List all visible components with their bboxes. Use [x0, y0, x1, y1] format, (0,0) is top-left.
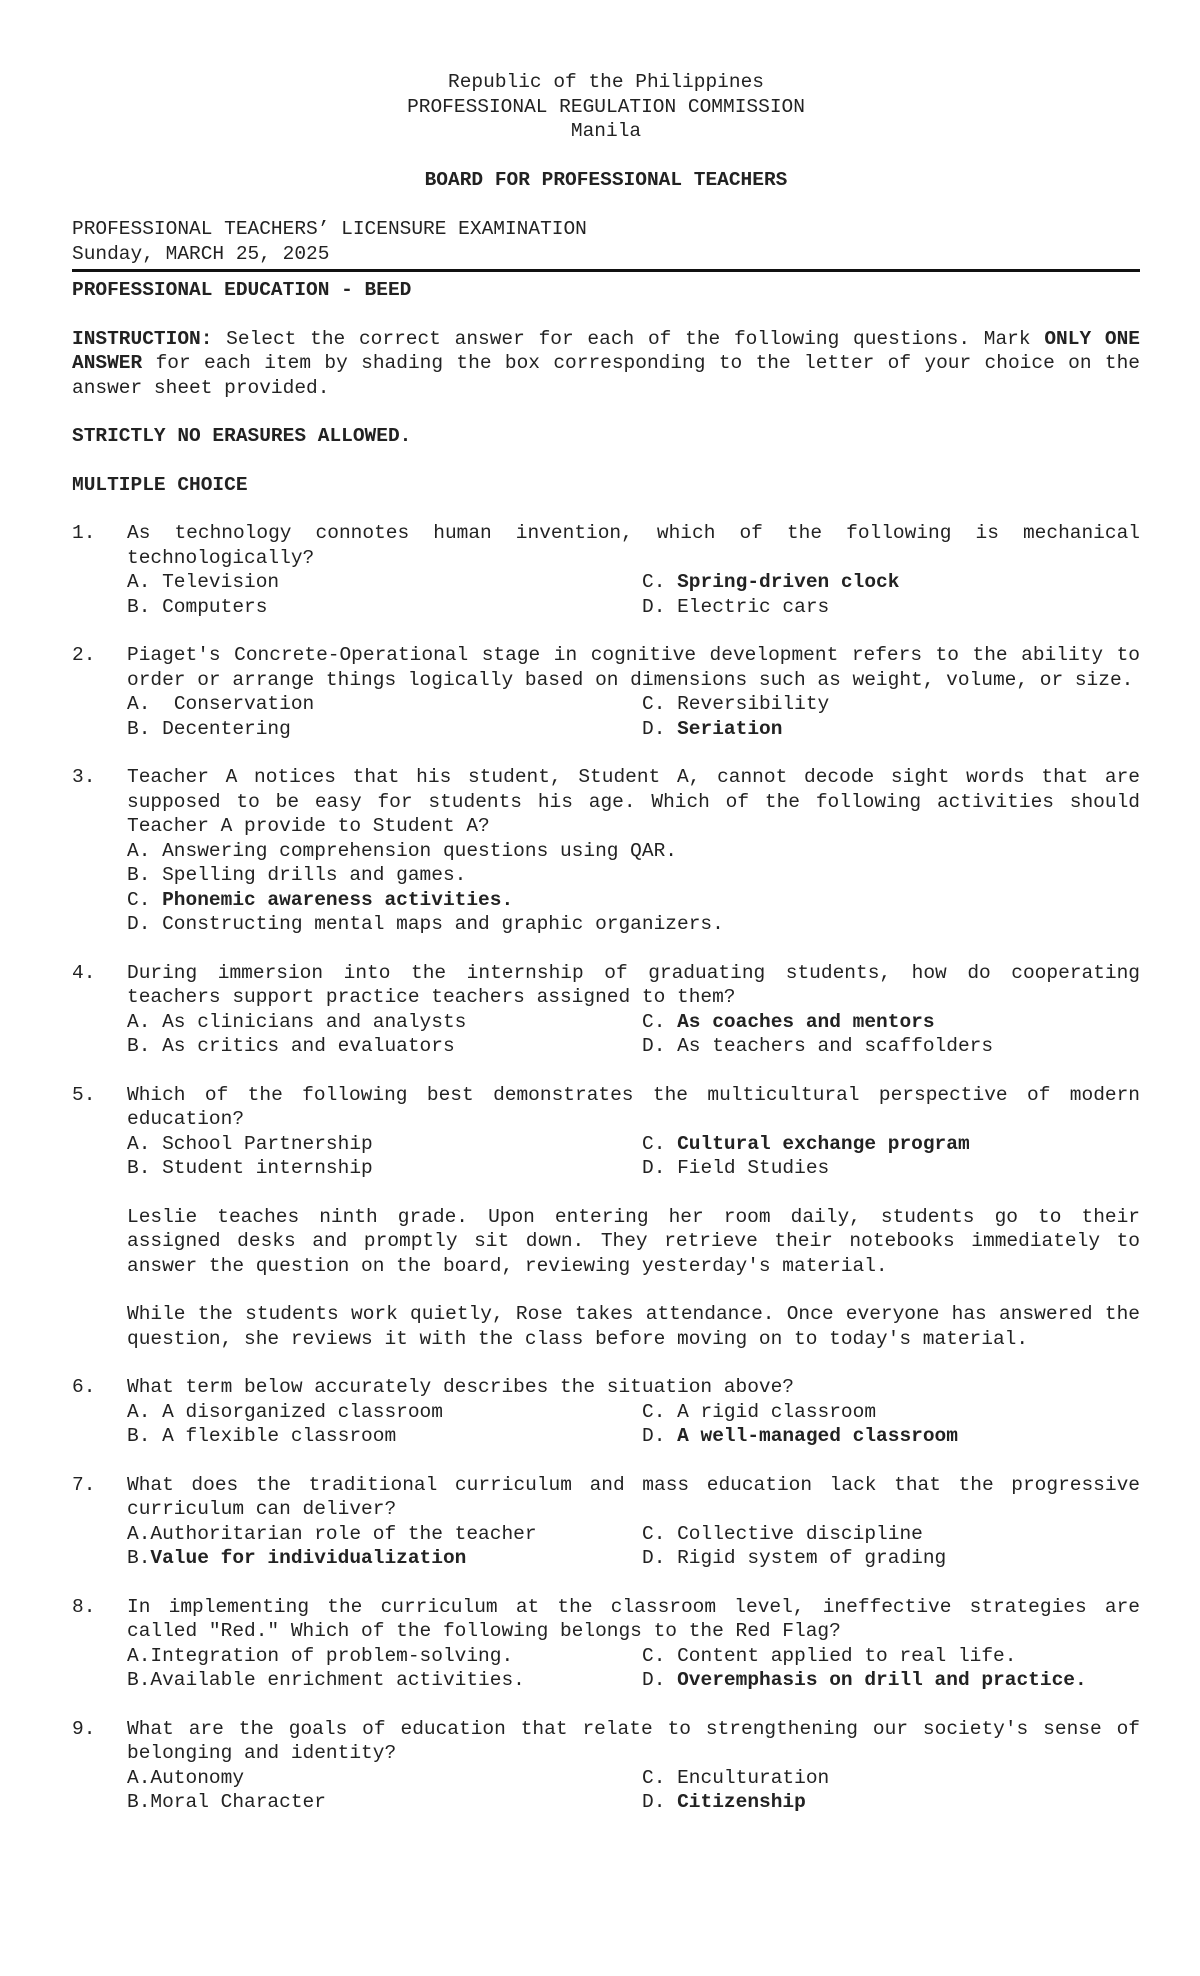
choice-d: D. Rigid system of grading	[642, 1547, 947, 1569]
choice-d: D. Constructing mental maps and graphic organizers.	[127, 913, 724, 935]
question-4	[72, 961, 1140, 1059]
header-city: Manila	[570, 120, 642, 142]
question-number: 9.	[72, 1717, 96, 1740]
choices	[127, 1010, 1140, 1059]
question-2	[72, 643, 1140, 741]
question-8	[72, 1595, 1140, 1693]
choice-b: B. As critics and evaluators	[127, 1035, 455, 1057]
exam-subject: PROFESSIONAL EDUCATION - BEED	[72, 279, 412, 301]
question-5	[72, 1083, 1140, 1181]
choice-d: D. Field Studies	[642, 1157, 830, 1179]
question-6	[72, 1375, 1140, 1449]
choices	[127, 1644, 1140, 1693]
choice-d: D. As teachers and scaffolders	[642, 1035, 994, 1057]
passage-paragraph-1: Leslie teaches ninth grade. Upon entering her room daily, students go to their assigned desks and promptly sit down. They retrieve their notebooks immediately to answer the question on the board, reviewing yesterday's material.	[127, 1205, 1140, 1277]
instruction-label: INSTRUCTION:	[72, 327, 213, 350]
header-republic: Republic of the Philippines	[448, 71, 764, 93]
choice-c: C. Phonemic awareness activities.	[127, 888, 514, 911]
choice-b: B. Computers	[127, 595, 268, 618]
choice-c: C. Cultural exchange program	[642, 1132, 970, 1155]
instruction-text-2: for each item by shading the box corresponding to the letter of your choice on the answer sheet provided.	[72, 352, 1140, 399]
choice-c: C. Collective discipline	[642, 1522, 923, 1545]
choice-b: B. Spelling drills and games.	[127, 864, 467, 886]
no-erasures-notice: STRICTLY NO ERASURES ALLOWED.	[72, 425, 412, 447]
choice-d: D. Seriation	[642, 717, 783, 740]
choice-a: A. Conservation	[127, 693, 315, 715]
question-number: 5.	[72, 1083, 96, 1106]
choices	[127, 839, 1140, 937]
question-1	[72, 521, 1140, 619]
choice-c: C. Content applied to real life.	[642, 1644, 1017, 1667]
choice-c: C. Reversibility	[642, 693, 830, 715]
question-number: 6.	[72, 1376, 96, 1398]
question-stem: What does the traditional curriculum and mass education lack that the progressive curriculum can deliver?	[127, 1473, 1140, 1520]
choice-c: C. Spring-driven clock	[642, 571, 900, 593]
choice-a: A. Answering comprehension questions using QAR.	[127, 839, 677, 862]
choice-a: A. A disorganized classroom	[127, 1400, 443, 1423]
passage-paragraph-2: While the students work quietly, Rose takes attendance. Once everyone has answered the question, she reviews it with the class before moving on to today's material.	[127, 1303, 1140, 1350]
instruction-text-1: Select the correct answer for each of the following questions. Mark	[212, 327, 1045, 350]
question-stem: Piaget's Concrete-Operational stage in cognitive development refers to the ability to order or arrange things logically based on dimensions such as weight, volume, or size.	[127, 644, 1140, 691]
choice-b: B. Student internship	[127, 1157, 373, 1179]
question-number: 8.	[72, 1595, 96, 1618]
document-header	[72, 70, 1140, 192]
choice-c: C. As coaches and mentors	[642, 1010, 935, 1033]
choice-d: D. Overemphasis on drill and practice.	[642, 1669, 1087, 1691]
choice-b: B. Decentering	[127, 717, 291, 740]
question-number: 7.	[72, 1473, 96, 1496]
question-number: 4.	[72, 961, 96, 984]
question-stem: What term below accurately describes the situation above?	[127, 1376, 795, 1398]
choice-b: B.Available enrichment activities.	[127, 1669, 525, 1691]
question-number: 3.	[72, 766, 96, 788]
choice-c: C. A rigid classroom	[642, 1400, 877, 1423]
exam-info	[72, 217, 1140, 266]
choice-b: B.Value for individualization	[127, 1547, 467, 1569]
section-heading: MULTIPLE CHOICE	[72, 473, 248, 496]
question-number: 1.	[72, 522, 96, 544]
header-commission: PROFESSIONAL REGULATION COMMISSION	[407, 95, 805, 118]
choice-a: A.Integration of problem-solving.	[127, 1644, 514, 1667]
question-stem: In implementing the curriculum at the classroom level, ineffective strategies are called "Red." Which of the following belongs to the Red Flag?	[127, 1595, 1140, 1642]
choices	[127, 1766, 1140, 1815]
choices	[127, 1400, 1140, 1449]
choice-b: B.Moral Character	[127, 1791, 326, 1813]
header-board: BOARD FOR PROFESSIONAL TEACHERS	[424, 168, 788, 191]
choices	[127, 1522, 1140, 1571]
question-stem: During immersion into the internship of graduating students, how do cooperating teachers support practice teachers assigned to them?	[127, 961, 1140, 1008]
exam-date: Sunday, MARCH 25, 2025	[72, 242, 330, 265]
question-stem: As technology connotes human invention, which of the following is mechanical technologically?	[127, 522, 1140, 569]
choice-a: A. Television	[127, 571, 280, 593]
choice-d: D. Electric cars	[642, 595, 830, 618]
question-stem: What are the goals of education that relate to strengthening our society's sense of belonging and identity?	[127, 1717, 1140, 1764]
choice-d: D. A well-managed classroom	[642, 1425, 958, 1447]
exam-title: PROFESSIONAL TEACHERS’ LICENSURE EXAMINATION	[72, 218, 587, 240]
choice-a: A.Authoritarian role of the teacher	[127, 1522, 537, 1545]
question-7	[72, 1473, 1140, 1571]
instruction-paragraph	[72, 327, 1140, 401]
choice-a: A. As clinicians and analysts	[127, 1010, 467, 1033]
question-9	[72, 1717, 1140, 1815]
instruction-emphasis: ONLY ONE ANSWER	[72, 327, 1140, 374]
question-stem: Which of the following best demonstrates the multicultural perspective of modern education?	[127, 1083, 1140, 1130]
choices	[127, 692, 1140, 741]
choice-c: C. Enculturation	[642, 1766, 830, 1789]
choice-d: D. Citizenship	[642, 1791, 806, 1813]
question-3	[72, 765, 1140, 937]
question-stem: Teacher A notices that his student, Student A, cannot decode sight words that are supposed to be easy for students his age. Which of the following activities should Teacher A provide to Student A?	[127, 766, 1140, 837]
question-number: 2.	[72, 644, 96, 666]
choices	[127, 1132, 1140, 1181]
choice-a: A. School Partnership	[127, 1132, 373, 1155]
choice-b: B. A flexible classroom	[127, 1425, 397, 1447]
choices	[127, 570, 1140, 619]
choice-a: A.Autonomy	[127, 1766, 245, 1789]
header-divider	[72, 269, 1140, 272]
